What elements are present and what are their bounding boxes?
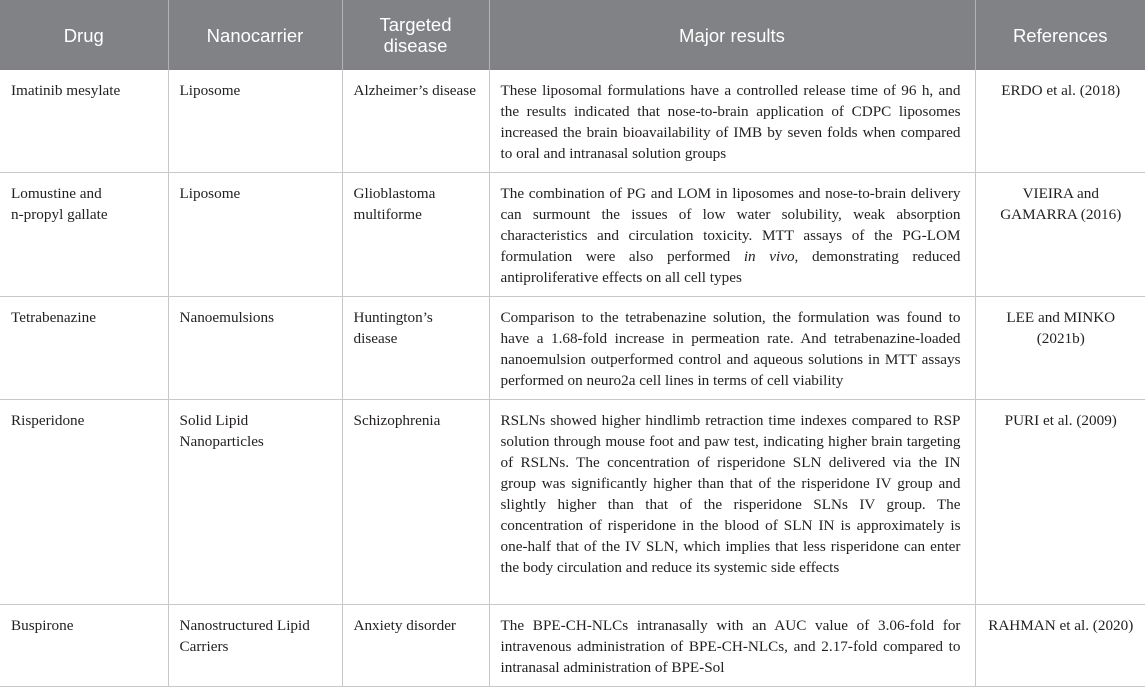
table-row <box>0 400 1145 605</box>
nanocarrier-line: Carriers <box>179 638 229 655</box>
drug-line: Imatinib mesylate <box>11 82 121 99</box>
drug-cell <box>0 173 168 297</box>
nanocarrier-cell <box>168 297 342 400</box>
table-row <box>0 70 1145 173</box>
nanocarrier-cell <box>168 173 342 297</box>
disease-cell <box>342 605 489 687</box>
nanocarrier-line: Liposome <box>179 185 241 202</box>
drug-line: Lomustine and <box>11 185 102 202</box>
table-row <box>0 605 1145 687</box>
major-results-cell <box>489 173 975 297</box>
nanocarrier-line: Liposome <box>179 82 241 99</box>
drug-line: n-propyl gallate <box>11 206 108 223</box>
table-row <box>0 297 1145 400</box>
disease-cell <box>342 173 489 297</box>
reference-line: PURI et al. (2009) <box>1004 412 1117 429</box>
header-references: References <box>975 0 1145 70</box>
nanocarrier-cell <box>168 605 342 687</box>
header-row <box>0 0 1145 70</box>
nanocarrier-line: Solid Lipid <box>179 412 249 429</box>
header-nanocarrier: Nanocarrier <box>168 0 342 70</box>
disease-line: Huntington’s <box>353 309 433 326</box>
disease-cell <box>342 297 489 400</box>
reference-cell <box>975 70 1145 173</box>
reference-cell <box>975 605 1145 687</box>
drug-cell <box>0 400 168 605</box>
reference-line: (2021b) <box>1036 330 1085 347</box>
major-results-italic-text: in vivo <box>743 248 795 265</box>
nanocarrier-cell <box>168 400 342 605</box>
reference-cell <box>975 400 1145 605</box>
disease-line: disease <box>353 330 398 347</box>
drug-cell <box>0 70 168 173</box>
header-targeted-disease-line2: disease <box>383 35 448 56</box>
header-targeted-disease-line1: Targeted <box>379 14 452 35</box>
reference-cell <box>975 173 1145 297</box>
nanocarrier-line: Nanostructured Lipid <box>179 617 310 634</box>
reference-cell <box>975 297 1145 400</box>
disease-line: Alzheimer’s disease <box>353 82 476 99</box>
header-targeted-disease <box>342 0 489 70</box>
disease-line: Schizophrenia <box>353 412 441 429</box>
drug-cell <box>0 297 168 400</box>
reference-line: GAMARRA (2016) <box>1000 206 1122 223</box>
header-major-results: Major results <box>489 0 975 70</box>
major-results-text: The combination of PG and LOM in liposomes and nose-to-brain delivery can surmount the issues of low water solubility, weak absorption characteristics and circulation toxicity. MTT assays of the PG-LOM formulation were also performed <box>500 185 961 265</box>
disease-cell <box>342 70 489 173</box>
nanocarrier-cell <box>168 70 342 173</box>
nanocarrier-line: Nanoparticles <box>179 433 264 450</box>
major-results-cell: RSLNs showed higher hindlimb retraction time indexes compared to RSP solution through mouse foot and paw test, indicating higher brain targeting of RSLNs. The concentration of risperidone SLN delivered via the IN group was significantly higher than that of the risperidone IV group and slightly higher than that of the risperidone SLNs IV group. The concentration of risperidone in the blood of SLN IN is approximately is one-half that of the IV SLN, which implies that less risperidone can enter the body circulation and reduce its systemic side effects <box>489 400 975 605</box>
disease-cell <box>342 400 489 605</box>
drug-line: Risperidone <box>11 412 85 429</box>
header-drug: Drug <box>0 0 168 70</box>
drug-cell <box>0 605 168 687</box>
reference-line: ERDO et al. (2018) <box>1001 82 1121 99</box>
table-row <box>0 173 1145 297</box>
major-results-cell: The BPE-CH-NLCs intranasally with an AUC value of 3.06-fold for intravenous administration of BPE-CH-NLCs, and 2.17-fold compared to intranasal administration of BPE-Sol <box>489 605 975 687</box>
major-results-text: , demonstrating reduced antiproliferative effects on all cell types <box>500 248 961 286</box>
disease-line: multiforme <box>353 206 422 223</box>
disease-line: Anxiety disorder <box>353 617 456 634</box>
major-results-cell: These liposomal formulations have a controlled release time of 96 h, and the results indicated that nose-to-brain application of CDPC liposomes increased the brain bioavailability of IMB by seven folds when compared to oral and intranasal solution groups <box>489 70 975 173</box>
reference-line: RAHMAN et al. (2020) <box>988 617 1134 634</box>
disease-line: Glioblastoma <box>353 185 436 202</box>
reference-line: VIEIRA and <box>1022 185 1099 202</box>
reference-line: LEE and MINKO <box>1006 309 1116 326</box>
major-results-cell: Comparison to the tetrabenazine solution, the formulation was found to have a 1.68-fold increase in permeation rate. And tetrabenazine-loaded nanoemulsion outperformed control and aqueous solutions in MTT assays performed on neuro2a cell lines in terms of cell viability <box>489 297 975 400</box>
drug-line: Tetrabenazine <box>11 309 96 326</box>
nanocarrier-line: Nanoemulsions <box>179 309 274 326</box>
drug-line: Buspirone <box>11 617 74 634</box>
